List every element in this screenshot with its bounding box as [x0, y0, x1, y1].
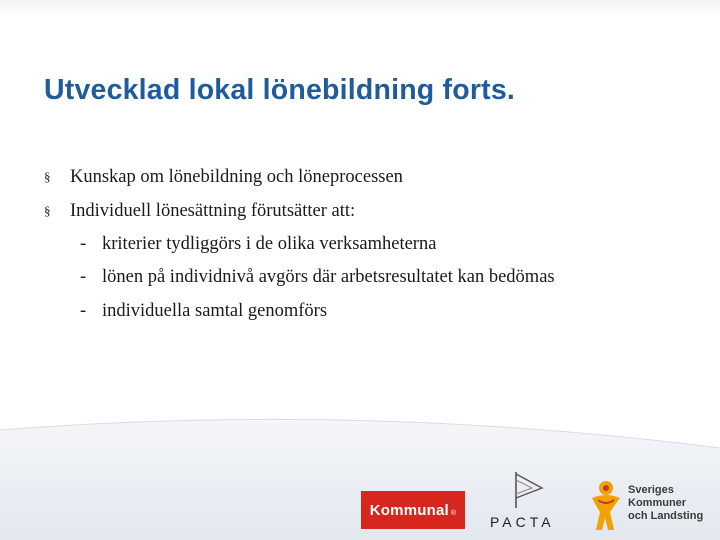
- bullet-text: Kunskap om lönebildning och löneprocessen: [70, 167, 403, 187]
- sub-bullet-marker: -: [80, 267, 87, 287]
- kommunal-registered-mark: ®: [450, 509, 457, 517]
- skl-line-1: Sveriges: [628, 484, 674, 496]
- sub-bullet-text: lönen på individnivå avgörs där arbetsresultatet kan bedömas: [102, 267, 555, 287]
- skl-line-2: Kommuner: [628, 497, 687, 509]
- bullet-marker: §: [44, 203, 51, 218]
- skl-figure-icon: [584, 476, 626, 534]
- pacta-logo: [488, 470, 568, 532]
- pacta-flag-icon: [510, 470, 550, 510]
- sub-bullet-marker: -: [80, 301, 87, 321]
- pacta-logo-text: PACTA: [490, 514, 555, 530]
- sub-bullet-marker: -: [80, 234, 87, 254]
- skl-line-3: och Landsting: [628, 510, 704, 522]
- sub-bullet-text: individuella samtal genomförs: [102, 301, 328, 321]
- skl-logo: [584, 476, 714, 536]
- kommunal-logo-text: Kommunal: [369, 501, 449, 519]
- top-shade: [0, 0, 720, 18]
- skl-logo-text: [628, 484, 703, 523]
- kommunal-logo: [361, 491, 465, 529]
- bullet-marker: §: [44, 169, 51, 184]
- bullet-text: Individuell lönesättning förutsätter att:: [70, 201, 356, 221]
- slide-title: Utvecklad lokal lönebildning forts.: [44, 74, 515, 106]
- sub-bullet-text: kriterier tydliggörs i de olika verksamheterna: [102, 234, 437, 254]
